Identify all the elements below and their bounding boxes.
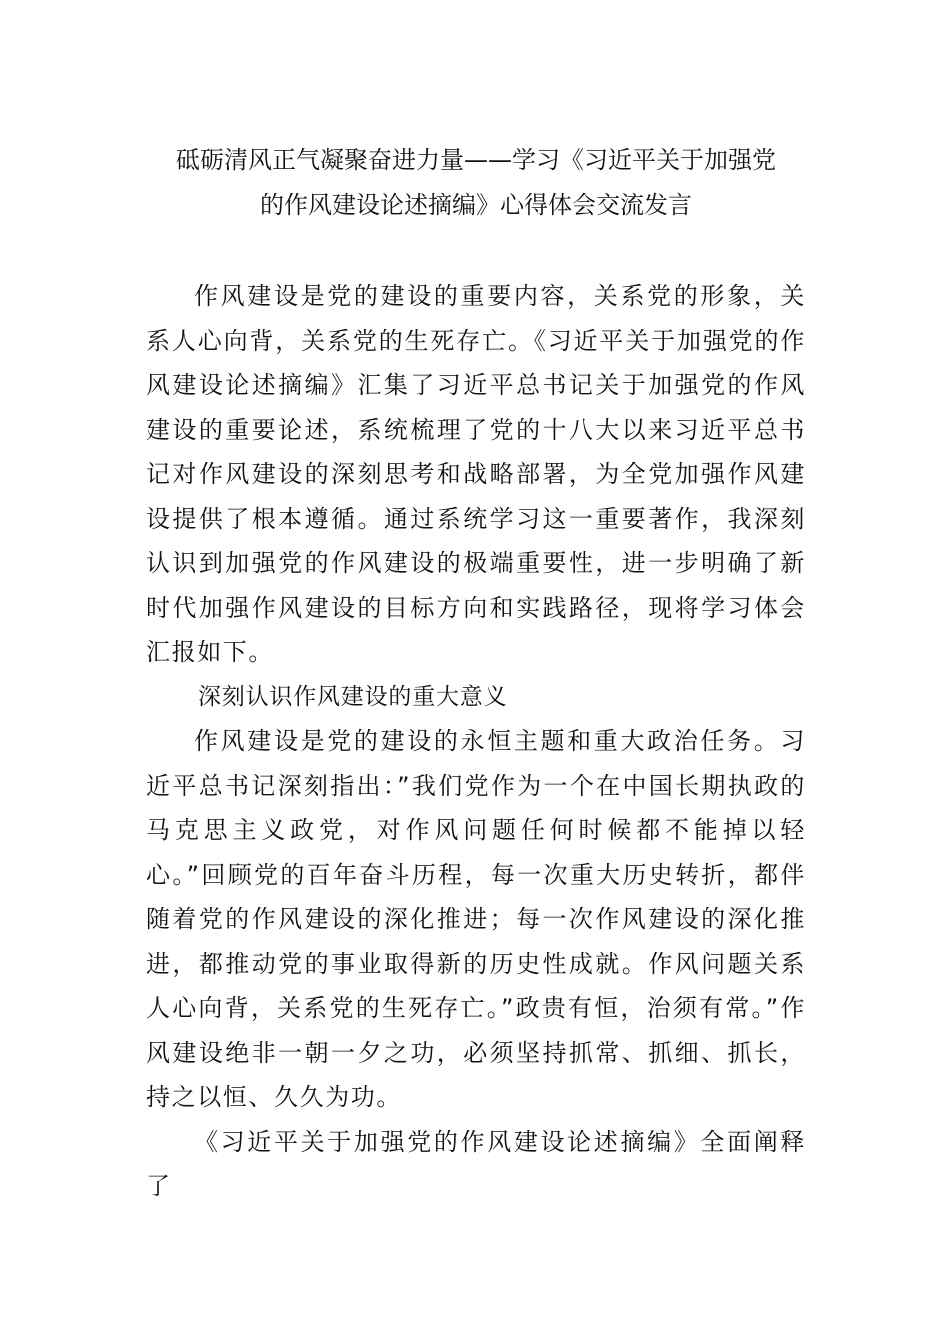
paragraph-intro: 作风建设是党的建设的重要内容，关系党的形象，关系人心向背，关系党的生死存亡。《习近平关于加强党的作风建设论述摘编》汇集了习近平总书记关于加强党的作风建设的重要论述，系统梳理了党的十八大以来习近平总书记对作风建设的深刻思考和战略部署，为全党加强作风建设提供了根本遵循。通过系统学习这一重要著作，我深刻认识到加强党的作风建设的极端重要性，进一步明确了新时代加强作风建设的目标方向和实践路径，现将学习体会汇报如下。 bbox=[146, 282, 806, 666]
paragraph-significance: 作风建设是党的建设的永恒主题和重大政治任务。习近平总书记深刻指出：”我们党作为一个在中国长期执政的马克思主义政党，对作风问题任何时候都不能掉以轻心。”回顾党的百年奋斗历程，每一次重大历史转折，都伴随着党的作风建设的深化推进；每一次作风建设的深化推进，都推动党的事业取得新的历史性成就。作风问题关系人心向背，关系党的生死存亡。”政贵有恒，治须有常。”作风建设绝非一朝一夕之功，必须坚持抓常、抓细、抓长，持之以恒、久久为功。 bbox=[146, 727, 806, 1111]
document-title bbox=[136, 138, 816, 228]
title-line-2: 的作风建设论述摘编》心得体会交流发言 bbox=[260, 191, 692, 219]
section-heading: 深刻认识作风建设的重大意义 bbox=[198, 683, 508, 710]
title-line-1: 砥砺清风正气凝聚奋进力量——学习《习近平关于加强党 bbox=[176, 146, 776, 174]
paragraph-continuation: 《习近平关于加强党的作风建设论述摘编》全面阐释了 bbox=[146, 1127, 806, 1200]
document-body bbox=[146, 274, 806, 1209]
document-page bbox=[146, 138, 806, 1209]
